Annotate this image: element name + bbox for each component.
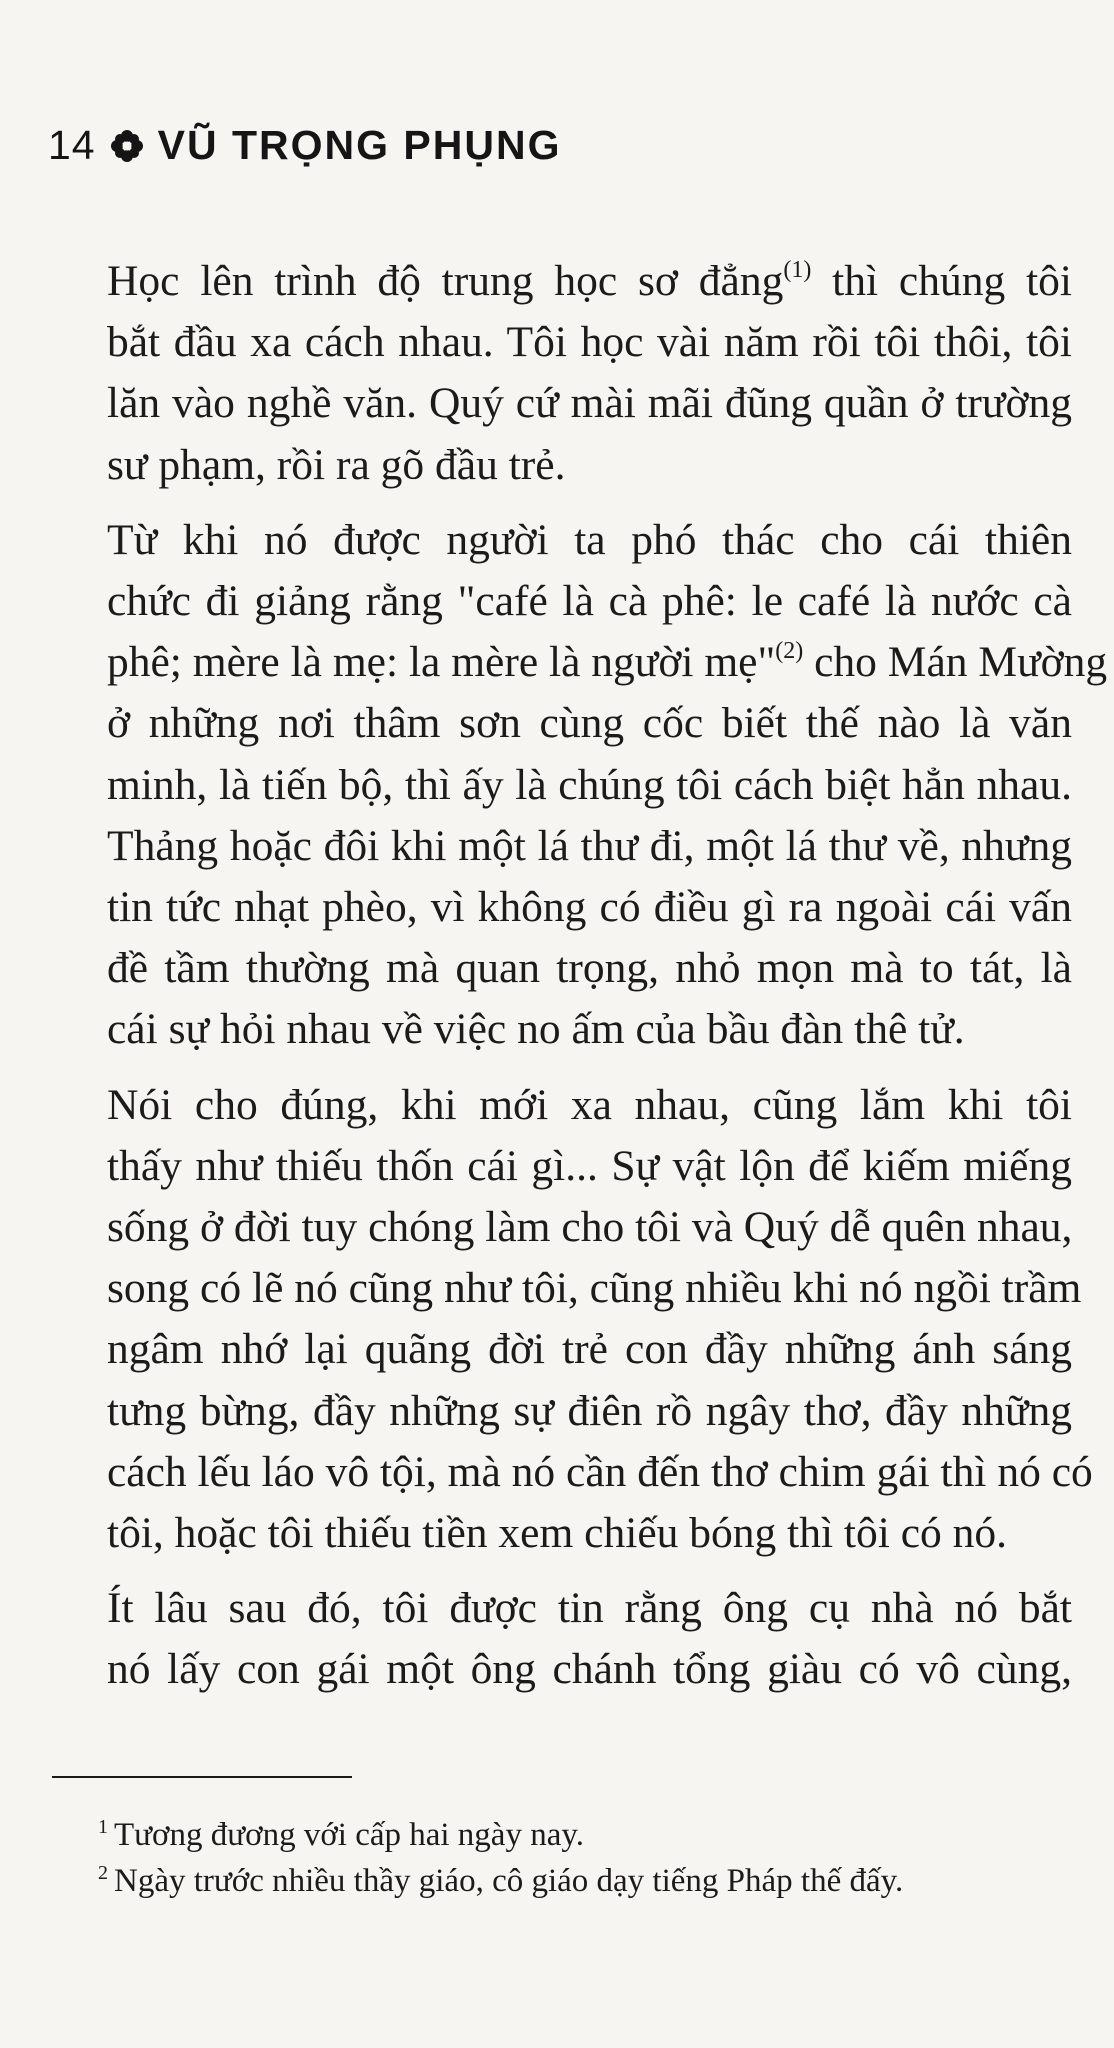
- footnote-ref-2[interactable]: (2): [775, 638, 804, 665]
- text-line: tưng bừng, đầy những sự điên rồ ngây thơ, đầy những: [107, 1386, 1072, 1435]
- paragraph-3: [52, 1075, 1093, 1565]
- flower-ornament-icon: [110, 129, 144, 163]
- text-line: thấy như thiếu thốn cái gì... Sự vật lộn để kiếm miếng: [107, 1141, 1072, 1190]
- paragraph-4: [52, 1578, 1072, 1700]
- footnote-marker: 2: [98, 1862, 108, 1884]
- running-header: [48, 122, 561, 169]
- footnote-divider: [52, 1776, 352, 1778]
- text-line: sống ở đời tuy chóng làm cho tôi và Quý dễ quên nhau,: [107, 1203, 1073, 1252]
- text-line: cách lếu láo vô tội, mà nó cần đến thơ chim gái thì nó có: [107, 1447, 1093, 1496]
- text-line: song có lẽ nó cũng như tôi, cũng nhiều khi nó ngồi trầm: [107, 1264, 1082, 1313]
- text-line: tin tức nhạt phèo, vì không có điều gì ra ngoài cái vấn: [107, 883, 1072, 932]
- footnote-text: Ngày trước nhiều thầy giáo, cô giáo dạy tiếng Pháp thế đấy.: [114, 1863, 904, 1899]
- author-name: VŨ TRỌNG PHỤNG: [157, 122, 562, 168]
- text-line: tôi, hoặc tôi thiếu tiền xem chiếu bóng thì tôi có nó.: [107, 1509, 1008, 1558]
- text-line: Từ khi nó được người ta phó thác cho cái thiên: [107, 515, 1072, 564]
- text-line: phê; mère là mẹ: la mère là người mẹ"$^{(2)}$ cho Mán Mường: [107, 638, 1108, 687]
- text-line: ngâm nhớ lại quãng đời trẻ con đầy những ánh sáng: [107, 1325, 1072, 1374]
- text-line: cái sự hỏi nhau về việc no ấm của bầu đàn thê tử.: [107, 1005, 965, 1054]
- text-line: nó lấy con gái một ông chánh tổng giàu có vô cùng,: [107, 1645, 1072, 1694]
- footnote-2: [98, 1858, 1098, 1904]
- page-number: 14: [48, 122, 96, 168]
- text-line: Ít lâu sau đó, tôi được tin rằng ông cụ nhà nó bắt: [107, 1584, 1072, 1633]
- footnote-text: Tương đương với cấp hai ngày nay.: [114, 1817, 584, 1853]
- text-line: chức đi giảng rằng "café là cà phê: le café là nước cà: [107, 577, 1072, 626]
- text-line: Học lên trình độ trung học sơ đẳng$^{(1)}$ thì chúng tôi: [107, 257, 1073, 305]
- paragraph-1: [52, 251, 1072, 496]
- text-line: Thảng hoặc đôi khi một lá thư đi, một lá thư về, nhưng: [107, 821, 1072, 870]
- text-line: lăn vào nghề văn. Quý cứ mài mãi đũng quần ở trường: [107, 379, 1072, 428]
- footnote-1: [98, 1812, 1098, 1858]
- text-line: đề tầm thường mà quan trọng, nhỏ mọn mà to tát, là: [107, 944, 1072, 993]
- main-text: [52, 251, 1108, 1715]
- footnote-marker: 1: [98, 1816, 108, 1838]
- text-line: ở những nơi thâm sơn cùng cốc biết thế nào là văn: [107, 699, 1072, 748]
- text-line: Nói cho đúng, khi mới xa nhau, cũng lắm khi tôi: [107, 1080, 1072, 1129]
- footnote-ref-1[interactable]: (1): [783, 257, 812, 283]
- text-line: minh, là tiến bộ, thì ấy là chúng tôi cách biệt hẳn nhau.: [107, 760, 1072, 809]
- paragraph-2: [52, 510, 1108, 1061]
- text-line: bắt đầu xa cách nhau. Tôi học vài năm rồi tôi thôi, tôi: [107, 318, 1072, 367]
- text-line: sư phạm, rồi ra gõ đầu trẻ.: [107, 440, 566, 489]
- footnotes: [98, 1812, 1098, 1904]
